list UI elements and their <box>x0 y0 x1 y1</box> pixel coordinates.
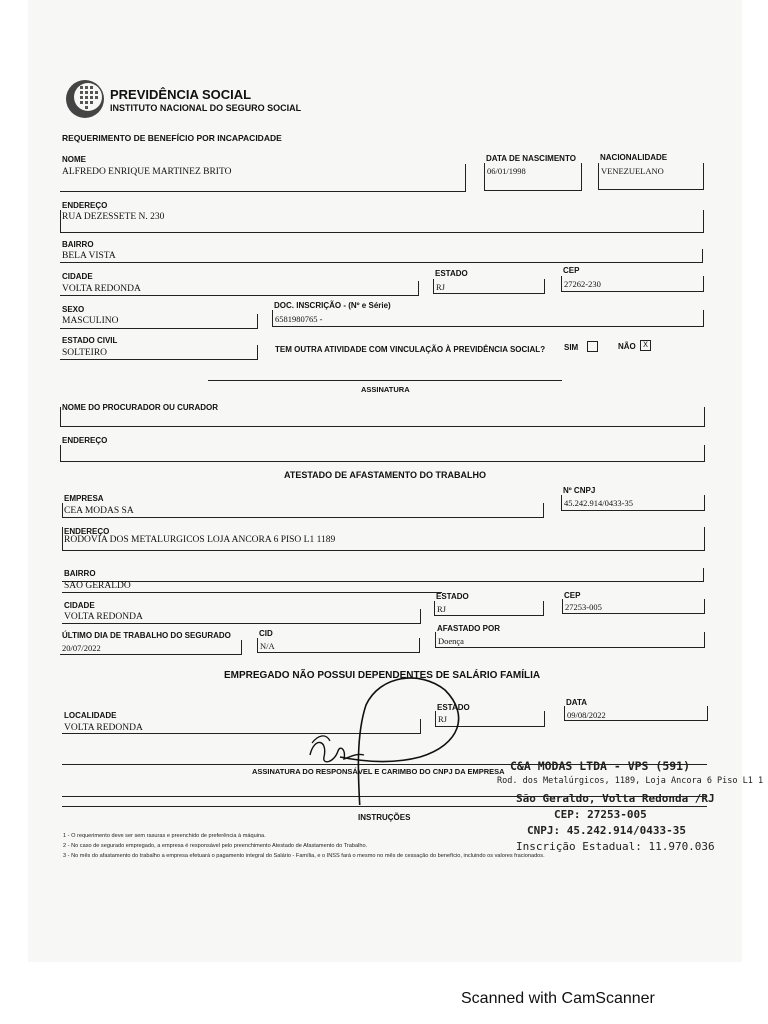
dependentes-title: EMPREGADO NÃO POSSUI DEPENDENTES DE SALÁRIO FAMÍLIA <box>224 670 541 681</box>
field-estado[interactable] <box>433 279 545 294</box>
value-cnpj: 45.242.914/0433-35 <box>564 498 633 508</box>
field-endereco-procurador[interactable] <box>60 445 705 462</box>
value-estado-empresa: RJ <box>437 604 446 614</box>
stamp-inscricao: Inscrição Estadual: 11.970.036 <box>516 840 715 853</box>
value-cidade-empresa: VOLTA REDONDA <box>64 612 143 622</box>
field-doc-inscricao[interactable] <box>272 310 704 327</box>
label-afastado-por: AFASTADO POR <box>437 624 500 633</box>
signature-line <box>208 380 562 381</box>
label-endereco: ENDEREÇO <box>62 201 108 210</box>
label-procurador: NOME DO PROCURADOR OU CURADOR <box>62 403 218 412</box>
inss-logo-icon <box>64 78 106 120</box>
field-afastado-por[interactable] <box>435 632 705 648</box>
label-estado-final: ESTADO <box>437 703 470 712</box>
label-estado-civil: ESTADO CIVIL <box>62 336 118 345</box>
institute-title: INSTITUTO NACIONAL DO SEGURO SOCIAL <box>110 103 302 113</box>
value-cep-empresa: 27253-005 <box>565 602 602 612</box>
stamp-cnpj: CNPJ: 45.242.914/0433-35 <box>527 824 686 837</box>
value-bairro: BELA VISTA <box>62 251 116 261</box>
label-assinatura-responsavel: ASSINATURA DO RESPONSÁVEL E CARIMBO DO CNPJ DA EMPRESA <box>252 767 505 776</box>
instrucoes-title: INSTRUÇÕES <box>358 813 411 822</box>
label-endereco-empresa: ENDEREÇO <box>64 527 110 536</box>
value-endereco-empresa: RODOVIA DOS METALURGICOS LOJA ANCORA 6 PISO L1 1189 <box>64 535 336 545</box>
checkbox-sim[interactable] <box>587 341 598 352</box>
label-nacionalidade: NACIONALIDADE <box>600 153 668 162</box>
label-cnpj: Nº CNPJ <box>563 486 596 495</box>
label-ultimo-dia: ÚLTIMO DIA DE TRABALHO DO SEGURADO <box>62 631 231 640</box>
value-nome: ALFREDO ENRIQUE MARTINEZ BRITO <box>62 167 232 177</box>
label-data-nascimento: DATA DE NASCIMENTO <box>486 154 576 163</box>
label-cid: CID <box>259 629 273 638</box>
field-bairro[interactable] <box>60 249 703 263</box>
field-bairro-empresa[interactable] <box>62 568 704 582</box>
instrucao-3: 3 - No mês do afastamento do trabalho a empresa efetuará o pagamento integral do Salário - Família, e o INSS fará o mesmo no mês de cessação do benefício, incluindo os valores fracionados. <box>63 853 545 859</box>
value-cid: N/A <box>260 641 275 651</box>
field-estado-empresa[interactable] <box>434 601 544 616</box>
label-assinatura: ASSINATURA <box>361 385 410 394</box>
label-cep-empresa: CEP <box>564 591 581 600</box>
label-sexo: SEXO <box>62 305 85 314</box>
label-sim: SIM <box>564 343 579 352</box>
instrucao-1: 1 - O requerimento deve ser sem rasuras e preenchido de preferência à máquina. <box>63 833 266 839</box>
stamp-address: Rod. dos Metalúrgicos, 1189, Loja Ancora 6 Piso L1 1 <box>497 776 764 786</box>
value-endereco: RUA DEZESSETE N. 230 <box>62 212 165 222</box>
stamp-city: São Geraldo, Volta Redonda /RJ <box>516 792 715 805</box>
label-bairro: BAIRRO <box>62 240 94 249</box>
value-doc-inscricao: 6581980765 - <box>275 314 323 324</box>
label-estado-empresa: ESTADO <box>436 592 469 601</box>
divider-lower <box>62 806 707 807</box>
label-nome: NOME <box>62 155 86 164</box>
section-atestado-title: ATESTADO DE AFASTAMENTO DO TRABALHO <box>284 470 486 480</box>
label-empresa: EMPRESA <box>64 494 104 503</box>
value-ultimo-dia: 20/07/2022 <box>62 643 101 653</box>
field-cid[interactable] <box>257 638 420 653</box>
instrucao-2: 2 - No caso de segurado empregado, a empresa é responsável pelo preenchimento Atestado de Afastamento do Trabalho. <box>63 843 368 849</box>
stamp-company: C&A MODAS LTDA - VPS (591) <box>510 759 691 773</box>
scanner-watermark: Scanned with CamScanner <box>461 990 655 1007</box>
org-title: PREVIDÊNCIA SOCIAL <box>110 87 252 102</box>
handwritten-signature-icon <box>300 665 480 805</box>
label-data: DATA <box>566 698 588 707</box>
value-estado-civil: SOLTEIRO <box>62 348 108 358</box>
label-nao: NÃO <box>618 342 636 351</box>
value-cep: 27262-230 <box>564 279 601 289</box>
value-data-nascimento: 06/01/1998 <box>487 166 526 176</box>
label-outra-atividade: TEM OUTRA ATIVIDADE COM VINCULAÇÃO À PREVIDÊNCIA SOCIAL? <box>275 345 546 354</box>
label-cidade: CIDADE <box>62 272 93 281</box>
label-doc-inscricao: DOC. INSCRIÇÃO - (Nº e Série) <box>274 301 391 310</box>
value-estado-final: RJ <box>438 714 447 724</box>
value-afastado-por: Doença <box>438 636 464 646</box>
value-localidade: VOLTA REDONDA <box>64 723 143 733</box>
form-title: REQUERIMENTO DE BENEFÍCIO POR INCAPACIDADE <box>62 133 282 143</box>
label-bairro-empresa: BAIRRO <box>64 569 96 578</box>
label-cep: CEP <box>563 266 580 275</box>
value-nacionalidade: VENEZUELANO <box>601 166 664 176</box>
value-sexo: MASCULINO <box>62 316 119 326</box>
bairro-empresa-underline <box>62 592 442 593</box>
value-bairro-empresa: SAO GERALDO <box>64 581 131 591</box>
value-empresa: CEA MODAS SA <box>64 506 134 516</box>
label-endereco-procurador: ENDEREÇO <box>62 436 108 445</box>
field-empresa[interactable] <box>62 503 544 518</box>
value-estado: RJ <box>436 282 445 292</box>
checkbox-nao[interactable]: X <box>640 340 651 351</box>
stamp-cep: CEP: 27253-005 <box>554 808 647 821</box>
value-data: 09/08/2022 <box>567 710 606 720</box>
label-cidade-empresa: CIDADE <box>64 601 95 610</box>
value-cidade: VOLTA REDONDA <box>62 284 141 294</box>
label-estado: ESTADO <box>435 269 468 278</box>
field-procurador[interactable] <box>60 407 705 427</box>
label-localidade: LOCALIDADE <box>64 711 117 720</box>
